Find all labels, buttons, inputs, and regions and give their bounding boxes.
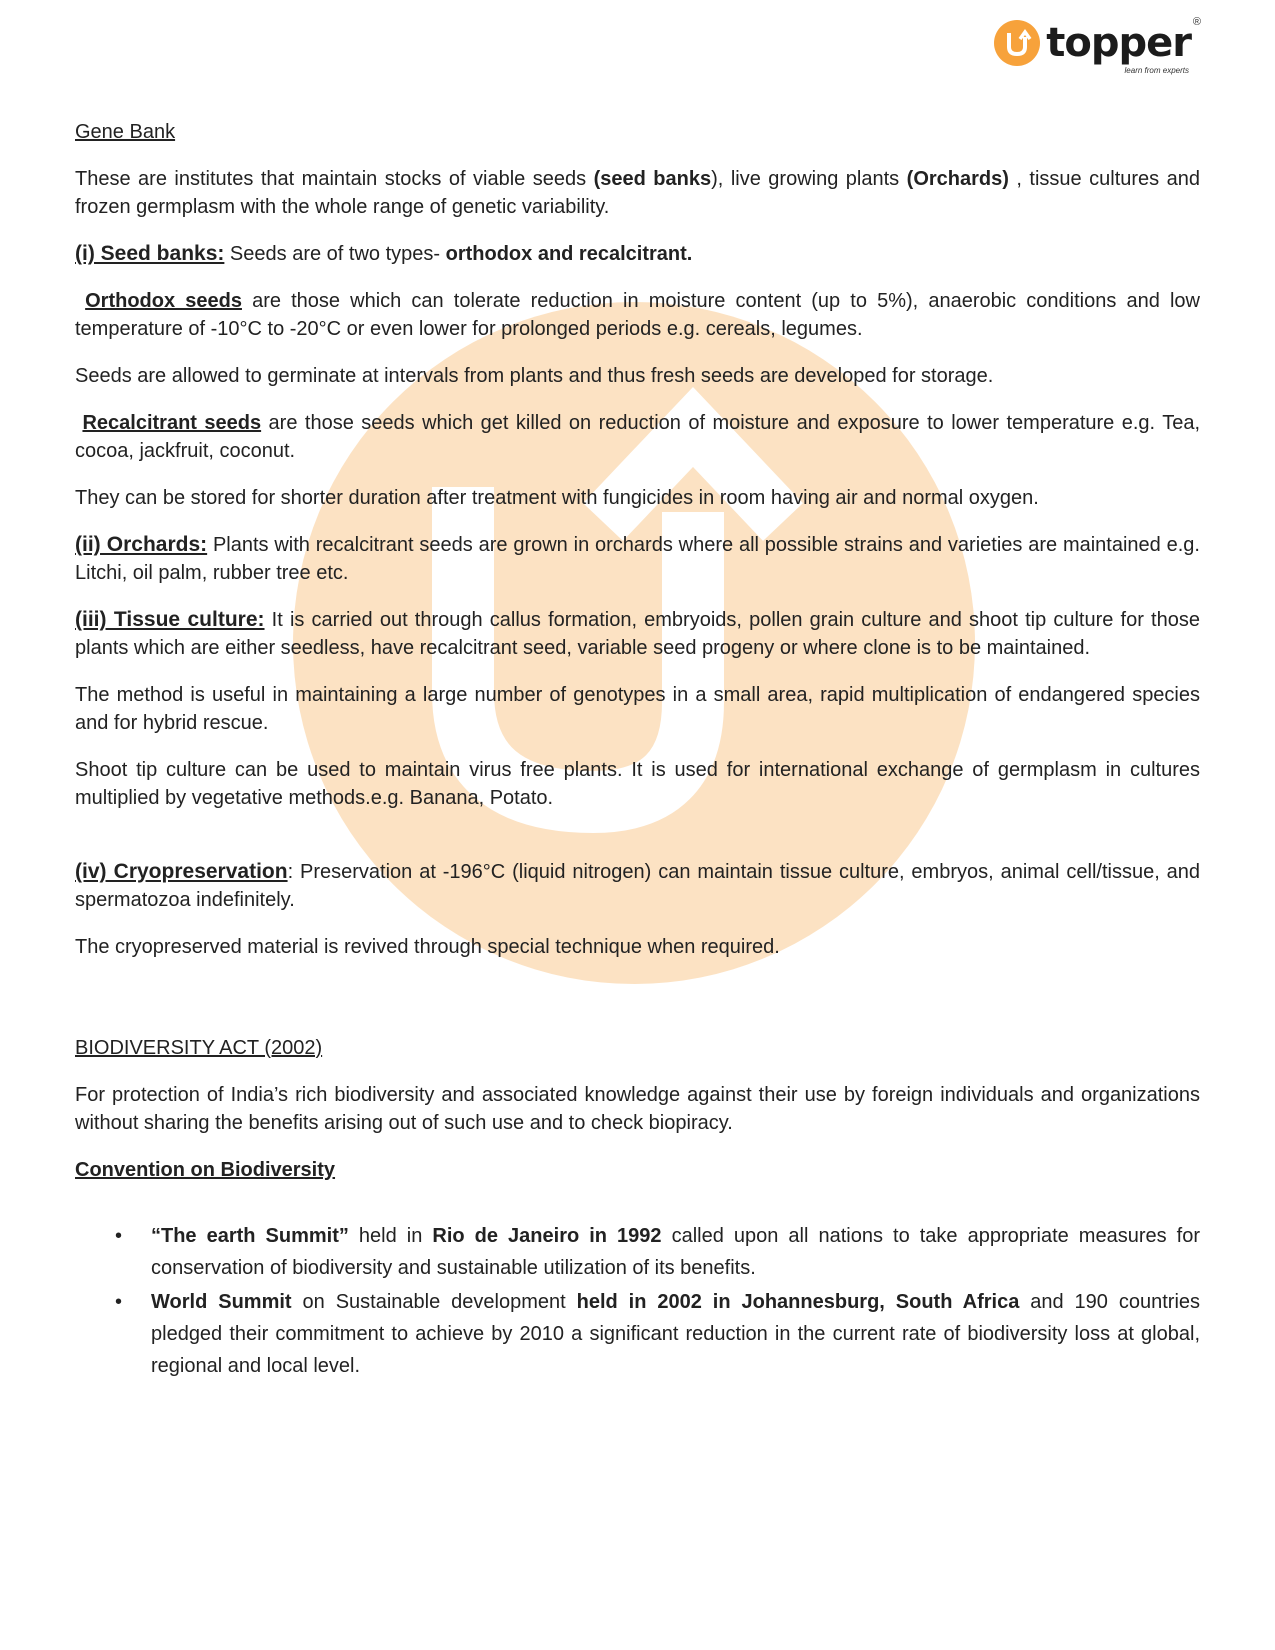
stored-paragraph: They can be stored for shorter duration after treatment with fungicides in room having air and normal oxygen. bbox=[75, 487, 1039, 509]
orchards-text: Plants with recalcitrant seeds are grown in orchards where all possible strains and varieties are maintained e.g. Litchi, oil palm, rubber tree etc. bbox=[75, 534, 1200, 584]
rio-bold: Rio de Janeiro in 1992 bbox=[432, 1225, 662, 1247]
shoot-tip-paragraph: Shoot tip culture can be used to maintain virus free plants. It is used for international exchange of germplasm in cultures multiplied by vegetative methods.e.g. Banana, Potato. bbox=[75, 759, 1200, 809]
list-item bbox=[75, 1220, 1200, 1284]
logo-u-icon bbox=[994, 20, 1040, 66]
seed-banks-label: (i) Seed banks: bbox=[75, 242, 225, 265]
bullet-icon: • bbox=[115, 1291, 123, 1313]
method-paragraph: The method is useful in maintaining a large number of genotypes in a small area, rapid multiplication of endangered species and for hybrid rescue. bbox=[75, 684, 1200, 734]
biodiversity-act-text: For protection of India’s rich biodiversity and associated knowledge against their use by foreign individuals and organizations without sharing the benefits arising out of such use and to check biopiracy. bbox=[75, 1084, 1200, 1134]
topper-logo bbox=[994, 16, 1201, 75]
seed-banks-text: Seeds are of two types- bbox=[224, 243, 446, 265]
cryopreservation-text: : Preservation at -196°C (liquid nitrogen) can maintain tissue culture, embryos, animal cell/tissue, and spermatozoa indefinitely. bbox=[75, 861, 1201, 911]
bullet2-text-2: and 190 countries pledged their commitment to achieve by 2010 a significant reduction in the current rate of biodiversity loss at global, regional and local level. bbox=[151, 1291, 1201, 1377]
intro-bold-seed-banks: (seed banks bbox=[593, 168, 712, 190]
earth-summit-bold: “The earth Summit” bbox=[151, 1225, 349, 1247]
logo-registered-mark: ® bbox=[1192, 16, 1201, 28]
world-summit-bold: World Summit bbox=[151, 1291, 292, 1313]
list-item bbox=[75, 1286, 1200, 1382]
recalcitrant-text: are those seeds which get killed on reduction of moisture and exposure to lower temperature e.g. Tea, cocoa, jackfruit, coconut. bbox=[75, 412, 1200, 462]
seed-banks-bold: orthodox and recalcitrant. bbox=[445, 243, 693, 265]
logo-tagline: learn from experts bbox=[1124, 66, 1189, 75]
cryopreservation-paragraph bbox=[75, 858, 1200, 914]
orthodox-label: Orthodox seeds bbox=[85, 290, 242, 312]
tissue-culture-label: (iii) Tissue culture: bbox=[75, 608, 265, 631]
orthodox-text: are those which can tolerate reduction in moisture content (up to 5%), anaerobic conditions and low temperature of -10°C to -20°C or even lower for prolonged periods e.g. cereals, legumes. bbox=[75, 290, 1200, 340]
orchards-label: (ii) Orchards: bbox=[75, 533, 208, 556]
bullet2-text-1: on Sustainable development bbox=[291, 1291, 577, 1313]
tissue-culture-paragraph bbox=[75, 606, 1200, 662]
document-body bbox=[75, 118, 1200, 1384]
orchards-paragraph bbox=[75, 531, 1200, 587]
johannesburg-bold: held in 2002 in Johannesburg, South Africa bbox=[576, 1291, 1020, 1313]
convention-bullet-list bbox=[75, 1220, 1200, 1382]
biodiversity-act-heading: BIODIVERSITY ACT (2002) bbox=[75, 1037, 323, 1059]
logo-brand-text: topper bbox=[1046, 20, 1191, 66]
bullet1-text-1: held in bbox=[348, 1225, 433, 1247]
recalcitrant-label: Recalcitrant seeds bbox=[82, 412, 262, 434]
bullet-icon: • bbox=[115, 1225, 123, 1247]
gene-bank-intro bbox=[75, 165, 1200, 221]
bullet1-text-2: called upon all nations to take appropriate measures for conservation of biodiversity and sustainable utilization of its benefits. bbox=[151, 1225, 1200, 1279]
intro-bold-orchards: (Orchards) bbox=[906, 168, 1009, 190]
cryo-revived-paragraph: The cryopreserved material is revived through special technique when required. bbox=[75, 936, 780, 958]
recalcitrant-paragraph bbox=[75, 409, 1200, 465]
orthodox-paragraph bbox=[75, 287, 1200, 343]
germinate-paragraph: Seeds are allowed to germinate at intervals from plants and thus fresh seeds are developed for storage. bbox=[75, 365, 994, 387]
seed-banks-paragraph bbox=[75, 240, 1200, 268]
convention-heading: Convention on Biodiversity bbox=[75, 1159, 336, 1181]
gene-bank-heading: Gene Bank bbox=[75, 121, 176, 143]
intro-text-2: ), live growing plants bbox=[711, 168, 907, 190]
intro-text-3: , tissue cultures and frozen germplasm with the whole range of genetic variability. bbox=[75, 168, 1200, 218]
cryopreservation-label: (iv) Cryopreservation bbox=[75, 860, 288, 883]
tissue-culture-text: It is carried out through callus formation, embryoids, pollen grain culture and shoot tip culture for those plants which are either seedless, have recalcitrant seed, variable seed progeny or where clone is to be maintained. bbox=[75, 609, 1200, 659]
intro-text-1: These are institutes that maintain stocks of viable seeds bbox=[75, 168, 594, 190]
